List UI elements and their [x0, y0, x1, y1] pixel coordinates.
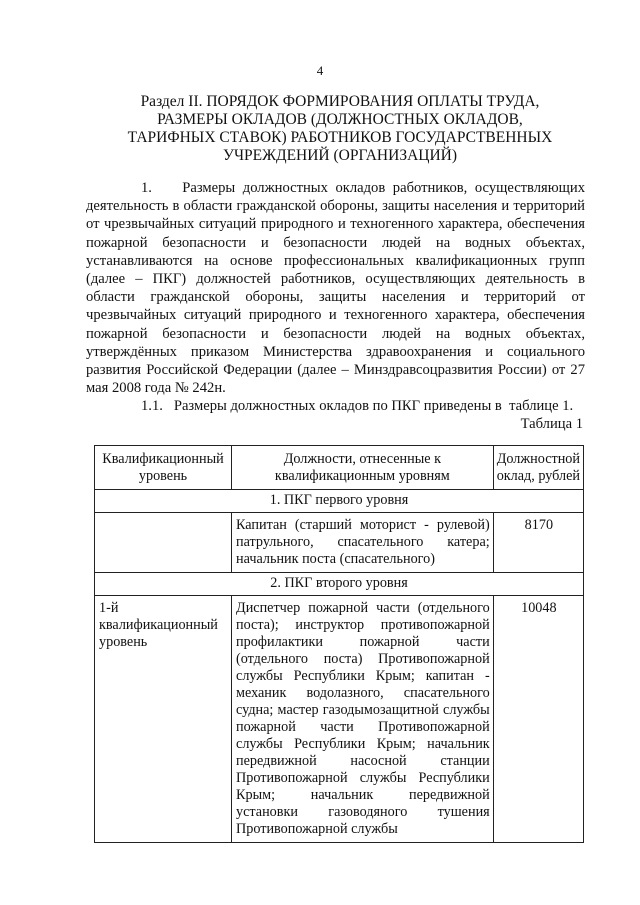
- salary-table: [94, 445, 584, 843]
- table-group-row: [95, 490, 584, 513]
- table-row: [95, 513, 584, 573]
- paragraph: 1.1. Размеры должностных окладов по ПКГ приведены в таблице 1.: [141, 398, 574, 415]
- cell-positions: Диспетчер пожарной части (отдельного поста); инструктор противопожарной профилактики пожарной части (отдельного поста) Противопожарной службы Республики Крым; капитан - механик водолазного, спасательного судна; мастер газодымозащитной службы пожарной части Противопожарной службы Республики Крым; начальник передвижной насосной станции Противопожарной службы Республики Крым; начальник передвижной установки газоводяного тушения Противопожарной службы: [232, 596, 494, 843]
- section-title: [120, 93, 560, 165]
- group-title: 2. ПКГ второго уровня: [95, 573, 584, 596]
- cell-salary: 8170: [493, 513, 583, 573]
- table-group-row: [95, 573, 584, 596]
- cell-level: [95, 513, 232, 573]
- header-qualification-level: Квалификационный уровень: [95, 446, 232, 490]
- table-row: [95, 596, 584, 843]
- body-text: [86, 179, 585, 416]
- page-number: 4: [316, 63, 324, 78]
- cell-positions: Капитан (старший моторист - рулевой) патрульного, спасательного катера; начальник поста (спасательного): [232, 513, 494, 573]
- paragraph: 1. Размеры должностных окладов работников, осуществляющих деятельность в области гражданской обороны, защиты населения и территорий от чрезвычайных ситуаций природного и техногенного характера, обеспечения пожарной безопасности и безопасности людей на водных объектах, устанавливаются на основе профессиональных квалификационных групп (далее – ПКГ) должностей работников, осуществляющих деятельность в области гражданской обороны, защиты населения и территорий от чрезвычайных ситуаций природного и техногенного характера, обеспечения пожарной безопасности и безопасности людей на водных объектах, утверждённых приказом Министерства здравоохранения и социального развития Российской Федерации (далее – Минздравсоцразвития России) от 27 мая 2008 года № 242н.: [86, 180, 585, 397]
- header-positions: Должности, отнесенные к квалификационным уровням: [232, 446, 494, 490]
- table-caption: Таблица 1: [520, 416, 583, 432]
- group-title: 1. ПКГ первого уровня: [95, 490, 584, 513]
- cell-level: 1-й квалификационный уровень: [95, 596, 232, 843]
- section-title-line: Раздел II. ПОРЯДОК ФОРМИРОВАНИЯ ОПЛАТЫ ТРУДА,: [140, 93, 540, 110]
- table-header-row: [95, 446, 584, 490]
- header-salary: Должностной оклад, рублей: [493, 446, 583, 490]
- section-title-line: ТАРИФНЫХ СТАВОК) РАБОТНИКОВ ГОСУДАРСТВЕННЫХ: [127, 129, 553, 146]
- section-title-line: УЧРЕЖДЕНИЙ (ОРГАНИЗАЦИЙ): [222, 147, 458, 164]
- section-title-line: РАЗМЕРЫ ОКЛАДОВ (ДОЛЖНОСТНЫХ ОКЛАДОВ,: [157, 111, 523, 128]
- cell-salary: 10048: [493, 596, 583, 843]
